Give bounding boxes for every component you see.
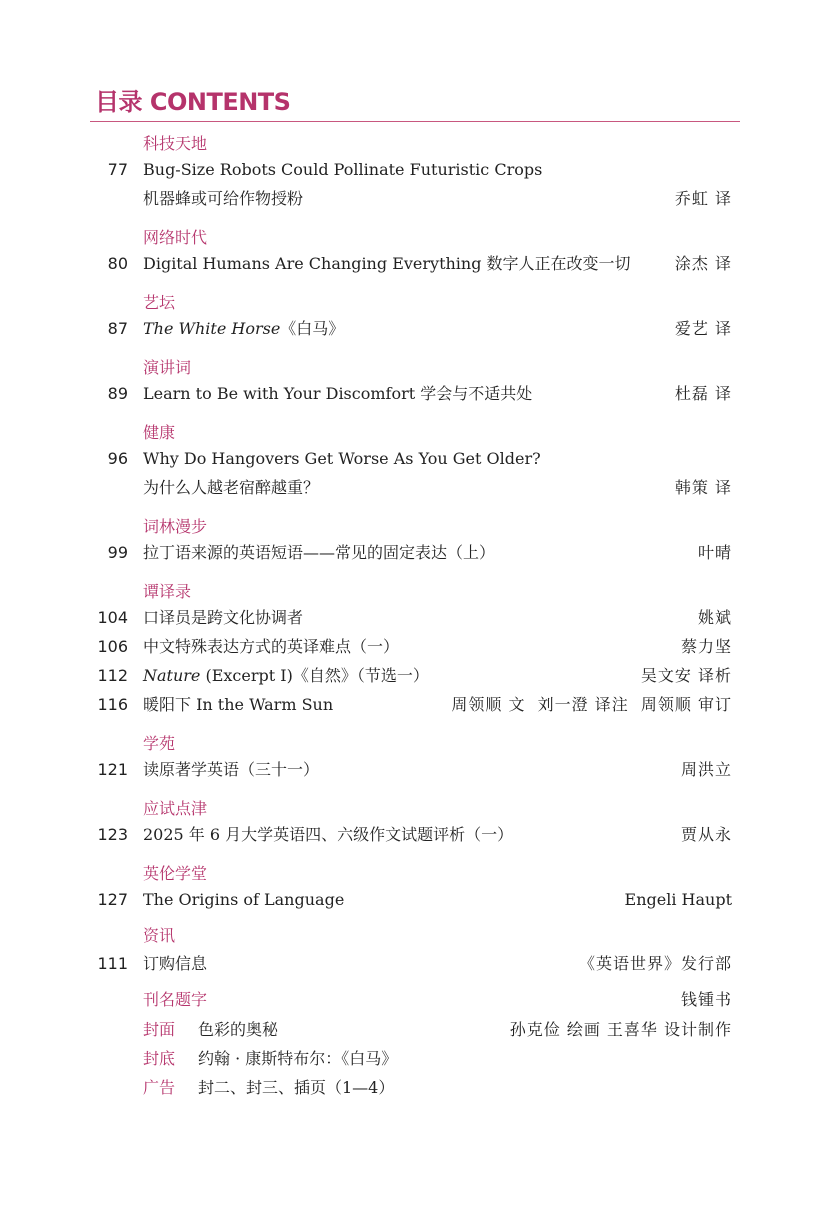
toc-entry-title[interactable]: 拉丁语来源的英语短语——常见的固定表达（上） — [143, 543, 496, 562]
toc-page-number: 77 — [107, 160, 128, 179]
toc-entry-title[interactable]: 口译员是跨文化协调者 — [143, 608, 304, 627]
toc-page-number: 127 — [97, 890, 128, 909]
toc-entry-title[interactable]: Bug-Size Robots Could Pollinate Futuristic Crops — [143, 160, 543, 179]
section-heading: 谭译录 — [143, 582, 192, 601]
toc-page-number: 111 — [97, 954, 128, 973]
section-heading: 健康 — [143, 423, 176, 442]
back-cover-text: 约翰 · 康斯特布尔：《白马》 — [198, 1049, 398, 1068]
toc-entry-author: 《英语世界》发行部 — [578, 954, 732, 973]
cover-credit: 孙克俭 绘画 王喜华 设计制作 — [509, 1020, 732, 1039]
toc-page-number: 89 — [107, 384, 128, 403]
calligraphy-label: 刊名题字 — [143, 990, 208, 1009]
page-title: 目录 CONTENTS — [95, 88, 291, 116]
cover-label: 封面 — [143, 1020, 176, 1039]
section-heading: 演讲词 — [143, 358, 192, 377]
toc-entry-subtitle[interactable]: 为什么人越老宿醉越重？ — [143, 478, 320, 497]
section-heading: 资讯 — [143, 926, 176, 945]
toc-entry-author: 吴文安 译析 — [640, 666, 732, 685]
toc-entry-author: 蔡力坚 — [680, 637, 732, 656]
toc-page-number: 104 — [97, 608, 128, 627]
calligraphy-author: 钱锺书 — [680, 990, 732, 1009]
section-heading: 科技天地 — [143, 134, 208, 153]
toc-entry-title-rest: 《白马》 — [280, 319, 345, 338]
toc-entry-author: 涂杰 译 — [674, 254, 732, 273]
ads-label: 广告 — [143, 1078, 176, 1097]
toc-entry-author: 韩策 译 — [674, 478, 732, 497]
toc-entry-author: 周领顺 文 刘一澄 译注 周领顺 审订 — [451, 695, 732, 714]
toc-page-number: 121 — [97, 760, 128, 779]
back-cover-label: 封底 — [143, 1049, 176, 1068]
section-heading: 应试点津 — [143, 799, 208, 818]
toc-entry-title[interactable] — [143, 666, 429, 686]
toc-entry-author: 乔虹 译 — [674, 189, 732, 208]
toc-entry-title[interactable]: 暖阳下 In the Warm Sun — [143, 695, 334, 714]
cover-text: 色彩的奥秘 — [198, 1020, 279, 1039]
toc-entry-title[interactable] — [143, 319, 344, 339]
toc-entry-title[interactable]: Digital Humans Are Changing Everything 数字人正在改变一切 — [143, 254, 631, 273]
section-heading: 网络时代 — [143, 228, 208, 247]
toc-page-number: 80 — [107, 254, 128, 273]
toc-entry-title[interactable]: 读原著学英语（三十一） — [143, 760, 320, 779]
toc-page-number: 116 — [97, 695, 128, 714]
toc-entry-title-italic: Nature — [143, 666, 201, 685]
section-heading: 英伦学堂 — [143, 864, 208, 883]
toc-entry-title[interactable]: The Origins of Language — [143, 890, 345, 909]
toc-entry-author: 姚斌 — [697, 608, 732, 627]
toc-page-number: 123 — [97, 825, 128, 844]
toc-entry-author: 爱艺 译 — [674, 319, 732, 338]
section-heading: 艺坛 — [143, 293, 176, 312]
toc-entry-title[interactable]: 2025 年 6 月大学英语四、六级作文试题评析（一） — [143, 825, 514, 844]
toc-entry-author: 周洪立 — [680, 760, 732, 779]
toc-page-number: 106 — [97, 637, 128, 656]
section-heading: 词林漫步 — [143, 517, 208, 536]
ads-text: 封二、封三、插页（1—4） — [198, 1078, 395, 1097]
toc-entry-title[interactable]: 订购信息 — [143, 954, 208, 973]
toc-entry-title[interactable]: 中文特殊表达方式的英译难点（一） — [143, 637, 400, 656]
toc-entry-title[interactable]: Why Do Hangovers Get Worse As You Get Older? — [143, 449, 541, 468]
toc-entry-title[interactable]: Learn to Be with Your Discomfort 学会与不适共处 — [143, 384, 533, 403]
toc-page-number: 87 — [107, 319, 128, 338]
toc-page-number: 112 — [97, 666, 128, 685]
toc-entry-author: 杜磊 译 — [674, 384, 732, 403]
toc-entry-title-italic: The White Horse — [143, 319, 281, 338]
toc-entry-title-rest: (Excerpt I)《自然》（节选一） — [200, 666, 429, 685]
title-divider — [90, 121, 740, 122]
toc-entry-author: 叶晴 — [697, 543, 732, 562]
section-heading: 学苑 — [143, 734, 176, 753]
toc-page-number: 99 — [107, 543, 128, 562]
toc-entry-author: 贾从永 — [680, 825, 732, 844]
toc-entry-subtitle[interactable]: 机器蜂或可给作物授粉 — [143, 189, 304, 208]
toc-entry-author: Engeli Haupt — [624, 890, 732, 909]
toc-page-number: 96 — [107, 449, 128, 468]
